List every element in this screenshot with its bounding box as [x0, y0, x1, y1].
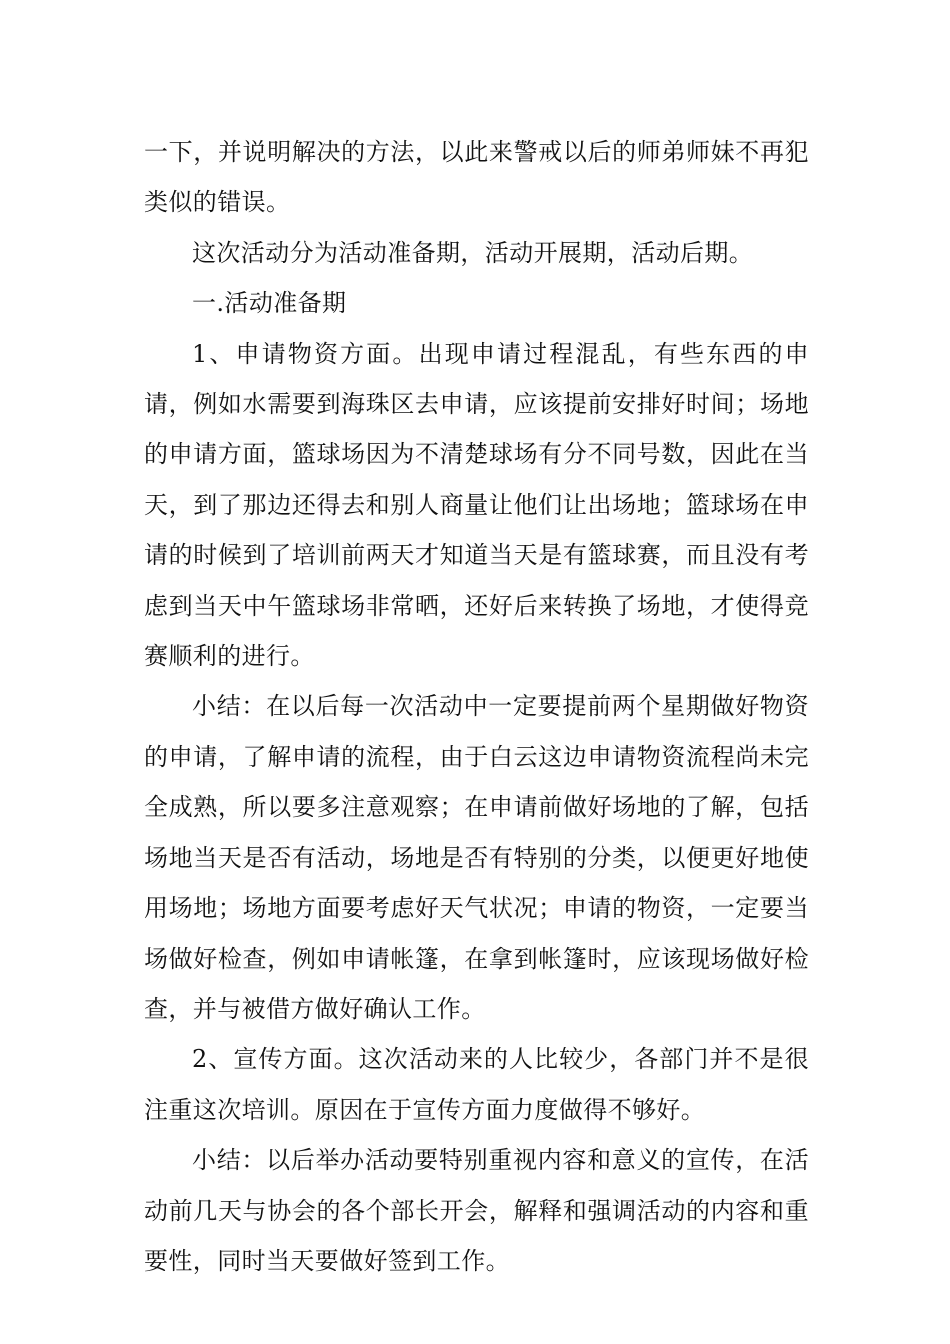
paragraph-summary-publicity: 小结：以后举办活动要特别重视内容和意义的宣传，在活动前几天与协会的各个部长开会，解释和强调活动的内容和重要性，同时当天要做好签到工作。 — [144, 1146, 809, 1275]
paragraph-materials: 1、申请物资方面。出现申请过程混乱，有些东西的申请，例如水需要到海珠区去申请，应该提前安排好时间；场地的申请方面，篮球场因为不清楚球场有分不同号数，因此在当天，到了那边还得去和别人商量让他们让出场地；篮球场在申请的时候到了培训前两天才知道当天是有篮球赛，而且没有考虑到当天中午篮球场非常晒，还好后来转换了场地，才使得竞赛顺利的进行。 — [144, 339, 809, 671]
paragraph-publicity: 2、宣传方面。这次活动来的人比较少，各部门并不是很注重这次培训。原因在于宣传方面力度做得不够好。 — [144, 1045, 809, 1124]
paragraph-continuation: 一下，并说明解决的方法，以此来警戒以后的师弟师妹不再犯类似的错误。 — [144, 138, 809, 217]
document-body — [144, 127, 809, 1286]
paragraph-summary-materials: 小结：在以后每一次活动中一定要提前两个星期做好物资的申请，了解申请的流程，由于白云这边申请物资流程尚未完全成熟，所以要多注意观察；在申请前做好场地的了解，包括场地当天是否有活动，场地是否有特别的分类，以便更好地使用场地；场地方面要考虑好天气状况；申请的物资，一定要当场做好检查，例如申请帐篷，在拿到帐篷时，应该现场做好检查，并与被借方做好确认工作。 — [144, 692, 809, 1023]
paragraph-overview: 这次活动分为活动准备期，活动开展期，活动后期。 — [192, 238, 754, 267]
section-heading-preparation: 一.活动准备期 — [192, 289, 347, 318]
